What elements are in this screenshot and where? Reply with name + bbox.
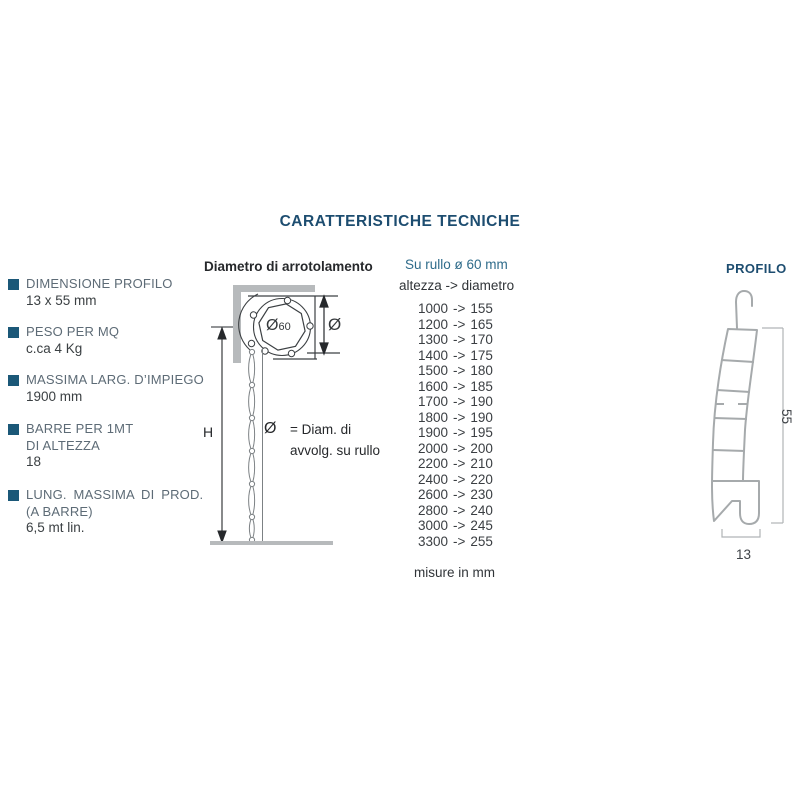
row-altezza: 1700 (417, 394, 448, 409)
row-altezza: 1800 (417, 409, 448, 425)
row-arrow: -> (453, 425, 466, 440)
spec-item-dimensione (8, 276, 223, 309)
row-altezza: 1300 (417, 332, 448, 347)
row-diametro: 245 (470, 518, 493, 533)
table-row (408, 301, 493, 317)
row-altezza: 3300 (417, 533, 448, 549)
height-diameter-table (408, 301, 493, 549)
row-arrow: -> (453, 518, 466, 533)
row-arrow: -> (453, 487, 466, 502)
spec-label: PESO PER MQ (26, 324, 120, 339)
table-row (408, 348, 493, 364)
legend-line-1: = Diam. di (290, 422, 352, 437)
diameter-symbol-icon: Ø (264, 420, 277, 437)
spec-value: 18 (26, 454, 42, 469)
row-diametro: 155 (470, 301, 493, 316)
row-arrow: -> (453, 347, 466, 363)
table-row (408, 394, 493, 410)
row-diametro: 170 (470, 332, 493, 347)
legend-line-2: avvolg. su rullo (290, 443, 381, 458)
spec-item-larghezza (8, 372, 223, 405)
row-altezza: 3000 (417, 518, 448, 533)
row-diametro: 255 (470, 533, 493, 549)
row-diametro: 190 (470, 409, 493, 425)
square-bullet-icon (8, 327, 19, 338)
table-row (408, 379, 493, 395)
page-title: CARATTERISTICHE TECNICHE (279, 213, 521, 230)
row-altezza: 1900 (417, 425, 448, 440)
spec-label: DIMENSIONE PROFILO (26, 276, 173, 291)
table-header: Su rullo ø 60 mm (405, 257, 508, 272)
profile-height-dimension: 55 (779, 408, 795, 425)
row-diametro: 165 (470, 316, 493, 332)
row-arrow: -> (453, 332, 466, 347)
row-arrow: -> (453, 471, 466, 487)
square-bullet-icon (8, 375, 19, 386)
row-diametro: 175 (470, 347, 493, 363)
spec-item-lunghezza (8, 487, 223, 537)
row-altezza: 2400 (417, 471, 448, 487)
row-diametro: 210 (470, 456, 493, 471)
row-altezza: 2800 (417, 502, 448, 518)
row-altezza: 2600 (417, 487, 448, 502)
diameter-symbol-icon: Ø (328, 315, 342, 334)
row-arrow: -> (453, 363, 466, 378)
curtain-slats (249, 348, 263, 543)
row-arrow: -> (453, 316, 466, 332)
table-row (408, 441, 493, 457)
roller-diameter-label: Ø60 (266, 317, 291, 334)
row-arrow: -> (453, 378, 466, 394)
slat-profile-drawing (695, 280, 800, 580)
spec-label: DI ALTEZZA (26, 437, 100, 453)
spec-label: BARRE PER 1MT (26, 421, 134, 436)
square-bullet-icon (8, 424, 19, 435)
spec-value: 6,5 mt lin. (26, 520, 85, 535)
diagram-title: Diametro di arrotolamento (204, 259, 373, 274)
table-row (408, 317, 493, 333)
profile-width-dimension: 13 (736, 547, 752, 562)
row-diametro: 185 (470, 378, 493, 394)
row-diametro: 180 (470, 363, 493, 378)
row-arrow: -> (453, 394, 466, 409)
spec-value: 1900 mm (26, 388, 83, 404)
table-row (408, 503, 493, 519)
bracket-vertical (233, 285, 241, 363)
row-arrow: -> (453, 301, 466, 316)
bracket-horizontal (233, 285, 315, 292)
row-diametro: 190 (470, 394, 493, 409)
table-row (408, 332, 493, 348)
table-row (408, 472, 493, 488)
row-altezza: 1600 (417, 378, 448, 394)
row-diametro: 230 (470, 487, 493, 502)
rolling-diameter-diagram (195, 282, 395, 554)
row-diametro: 200 (470, 440, 493, 456)
spec-value: 13 x 55 mm (26, 292, 97, 308)
row-arrow: -> (453, 533, 466, 549)
profile-top-hook (736, 291, 752, 328)
spec-label: MASSIMA LARG. D’IMPIEGO (26, 372, 204, 387)
height-arrow (211, 327, 233, 542)
row-diametro: 240 (470, 502, 493, 518)
spec-value: c.ca 4 Kg (26, 340, 83, 356)
row-arrow: -> (453, 502, 466, 518)
table-subheader: altezza -> diametro (399, 278, 515, 293)
diameter-symbol-icon: Ø (266, 317, 279, 334)
row-arrow: -> (453, 409, 466, 425)
table-row (408, 518, 493, 534)
row-arrow: -> (453, 440, 466, 456)
table-row (408, 410, 493, 426)
square-bullet-icon (8, 279, 19, 290)
square-bullet-icon (8, 490, 19, 501)
table-row (408, 487, 493, 503)
row-altezza: 1000 (417, 301, 448, 316)
spec-item-peso (8, 324, 223, 357)
row-altezza: 2200 (417, 456, 448, 471)
profile-title: PROFILO (726, 261, 787, 276)
row-altezza: 1200 (417, 316, 448, 332)
units-footnote: misure in mm (414, 565, 496, 580)
spec-label: LUNG. MASSIMA DI PROD. (26, 487, 204, 502)
table-row (408, 456, 493, 472)
row-diametro: 220 (470, 471, 493, 487)
row-altezza: 1500 (417, 363, 448, 378)
profile-body (712, 329, 759, 524)
row-altezza: 2000 (417, 440, 448, 456)
row-altezza: 1400 (417, 347, 448, 363)
diameter-arrow (320, 296, 328, 354)
row-diametro: 195 (470, 425, 493, 440)
table-row (408, 534, 493, 550)
spec-item-barre (8, 421, 223, 471)
row-arrow: -> (453, 456, 466, 471)
height-label: H (203, 424, 214, 440)
spec-label: (A BARRE) (26, 503, 93, 519)
table-row (408, 363, 493, 379)
table-row (408, 425, 493, 441)
